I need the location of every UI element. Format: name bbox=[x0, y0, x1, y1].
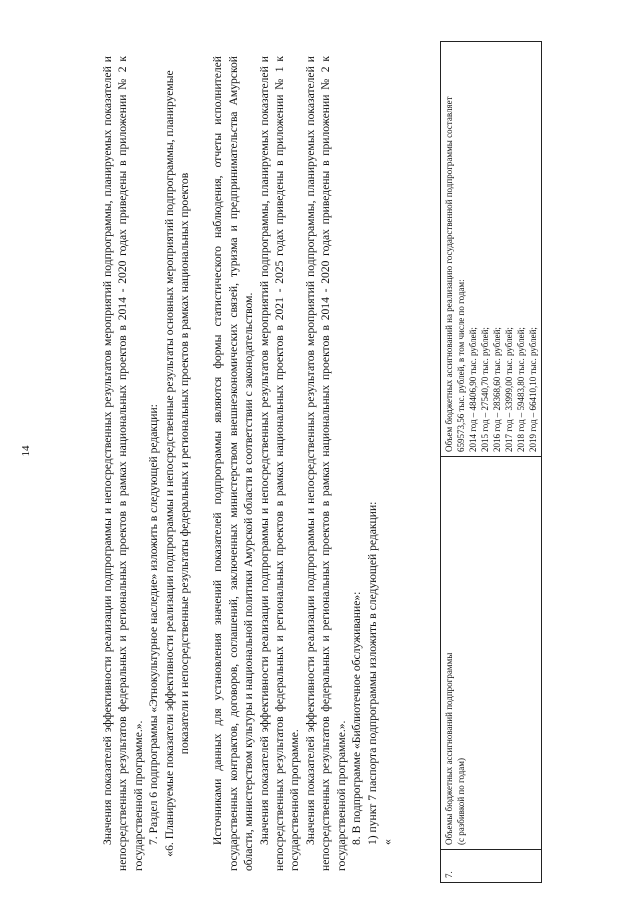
row-number-cell: 7. bbox=[441, 850, 542, 883]
paragraph-passport-item7: 1) пункт 7 паспорта подпрограммы изложить в следующей редакции: bbox=[365, 501, 379, 845]
paragraph-values-2021-2025: Значения показателей эффективности реализации подпрограммы и непосредственных результатов мероприятий подпрограммы, планируемых показателей и непосредственных результатов федеральных и региональных проектов в рамках национальных проектов в 2021 - 2025 годах приведены в приложении № 1 к государственной программе. bbox=[257, 56, 302, 871]
content-line: 2019 год – 66410,10 тыс. рублей; bbox=[528, 327, 538, 452]
content-line: 2015 год – 27540,70 тыс. рублей; bbox=[480, 327, 490, 452]
opening-quote: « bbox=[380, 839, 394, 845]
section6-heading: «6. Планируемые показатели эффективности реализации подпрограммы и непосредственные результаты основных мероприятий подпрограммы, планируемые показатели и непосредственные результаты федеральных и региональных проектов в рамках национальных проектов bbox=[162, 70, 192, 857]
table-row bbox=[441, 42, 542, 883]
document-body bbox=[100, 56, 395, 871]
row-name-cell bbox=[441, 457, 542, 850]
paragraph-data-sources: Источниками данных для установления значений показателей подпрограммы являются формы статистического наблюдения, отчеты исполнителей государственных контрактов, договоров, соглашений, заключенных министерством внешнеэкономических связей, туризма и предпринимательства Амурской области, министерством культуры и национальной политики Амурской области в соответствии с законодательством. bbox=[211, 56, 256, 871]
paragraph-section6-intro: 7. Раздел 6 подпрограммы «Этнокультурное наследие» изложить в следующей редакции: bbox=[147, 404, 161, 845]
row-content-cell bbox=[441, 42, 542, 457]
paragraph-library-subprogram: 8. В подпрограмме «Библиотечное обслуживание»: bbox=[350, 591, 364, 845]
content-line: 2018 год – 59483,80 тыс. рублей; bbox=[516, 327, 526, 452]
row-name-line: (с разбивкой по годам) bbox=[456, 758, 466, 845]
row-name-line: Объемы бюджетных ассигнований подпрограммы bbox=[444, 652, 454, 845]
content-line: 2017 год – 33999,00 тыс. рублей; bbox=[504, 327, 514, 452]
passport-table bbox=[440, 41, 542, 883]
content-line: Объем бюджетных ассигнований на реализацию государственной подпрограммы составляет bbox=[444, 96, 454, 452]
paragraph-values-2014-2020: Значения показателей эффективности реализации подпрограммы и непосредственных результатов мероприятий подпрограммы, планируемых показателей и непосредственных результатов федеральных и региональных проектов в рамках национальных проектов в 2014 - 2020 годах приведены в приложении № 2 к государственной программе.». bbox=[303, 56, 348, 871]
paragraph-values-2014-2020-ethno: Значения показателей эффективности реализации подпрограммы и непосредственных результатов мероприятий подпрограммы, планируемых показателей и непосредственных результатов федеральных и региональных проектов в рамках национальных проектов в 2014 - 2020 годах приведены в приложении № 2 к государственной программе.». bbox=[101, 56, 145, 871]
content-line: 659573,56 тыс. рублей, в том числе по годам: bbox=[456, 279, 466, 452]
content-line: 2014 год – 48406,90 тыс. рублей; bbox=[468, 327, 478, 452]
page-number: 14 bbox=[20, 445, 32, 457]
content-line: 2016 год – 28368,60 тыс. рублей; bbox=[492, 327, 502, 452]
